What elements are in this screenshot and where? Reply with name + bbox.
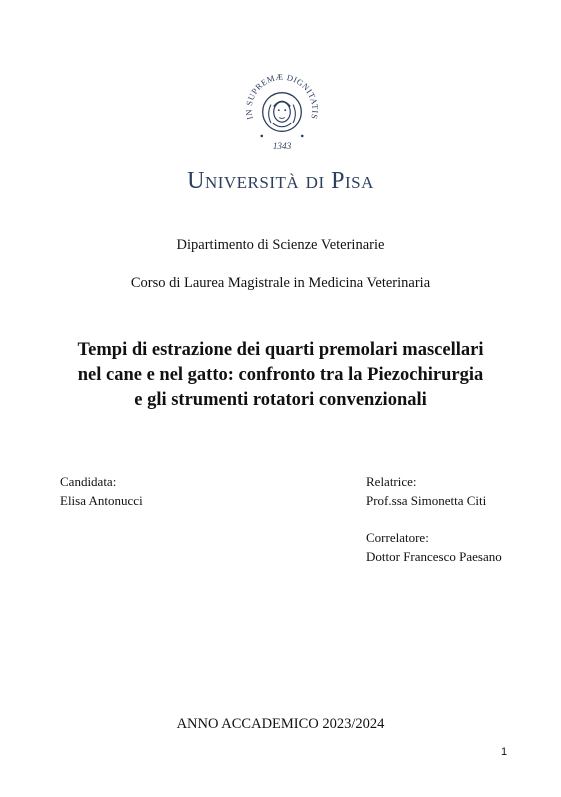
thesis-title-line: Tempi di estrazione dei quarti premolari mascellari (77, 340, 484, 360)
seal-year: 1343 (272, 140, 292, 151)
candidate-label: Candidata: (60, 474, 117, 489)
thesis-title-line: e gli strumenti rotatori convenzionali (134, 390, 427, 410)
department-name: Dipartimento di Scienze Veterinarie (176, 237, 385, 253)
university-seal-logo (236, 66, 328, 158)
co-supervisor-label: Correlatore: (366, 530, 429, 545)
academic-year: ANNO ACCADEMICO 2023/2024 (176, 716, 385, 732)
svg-text:IN SUPREMÆ DIGNITATIS (244, 72, 321, 121)
university-name: Università di Pisa (187, 168, 374, 194)
co-supervisor-name: Dottor Francesco Paesano (366, 549, 502, 564)
thesis-title (40, 338, 521, 413)
thesis-title-line: nel cane e nel gatto: confronto tra la Piezochirurgia (77, 365, 484, 385)
supervisor-name: Prof.ssa Simonetta Citi (366, 493, 487, 508)
seal-motto: IN SUPREMÆ DIGNITATIS (243, 71, 321, 121)
course-name: Corso di Laurea Magistrale in Medicina Veterinaria (130, 275, 431, 291)
page-number: 1 (501, 746, 508, 758)
candidate-name: Elisa Antonucci (60, 493, 143, 508)
supervisor-label: Relatrice: (366, 474, 417, 489)
